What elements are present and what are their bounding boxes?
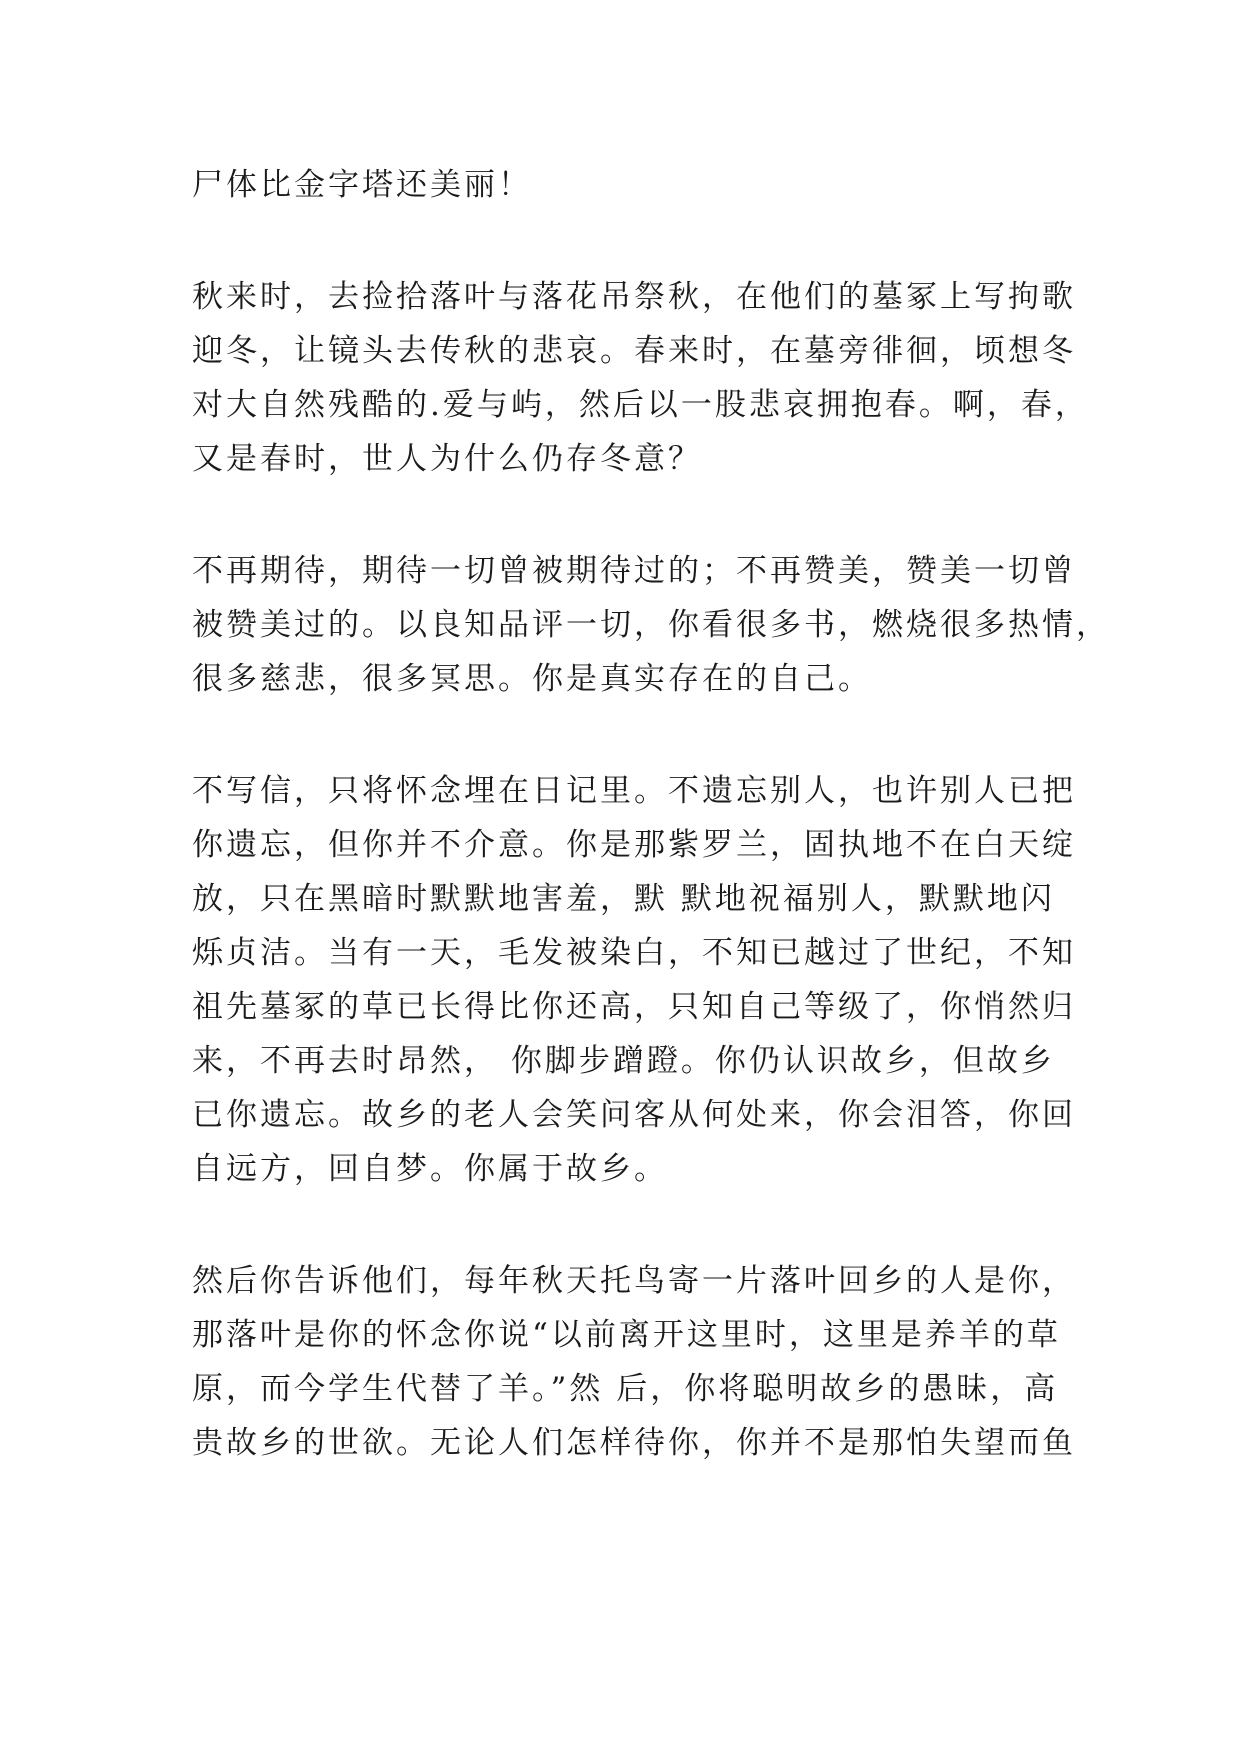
paragraph-4 xyxy=(192,764,1076,1196)
paragraph-2 xyxy=(192,270,1089,486)
text-line: 然后你告诉他们，每年秋天托鸟寄一片落叶回乡的人是你， xyxy=(192,1263,1076,1299)
text-line: 自远方，回自梦。你属于故乡。 xyxy=(192,1151,668,1187)
text-line: 尸体比金字塔还美丽！ xyxy=(192,167,532,203)
text-line: 已你遗忘。故乡的老人会笑问客从何处来，你会泪答，你回 xyxy=(192,1097,1076,1133)
paragraph-5 xyxy=(192,1254,1076,1470)
text-line: 被赞美过的。以良知品评一切，你看很多书，燃烧很多热情， xyxy=(192,607,1110,643)
text-line: 祖先墓冢的草已长得比你还高，只知自己等级了，你悄然归 xyxy=(192,989,1076,1025)
text-line: 不写信，只将怀念埋在日记里。不遗忘别人，也许别人已把 xyxy=(192,773,1076,809)
text-line: 对大自然残酷的.爱与屿，然后以一股悲哀拥抱春。啊，春， xyxy=(192,387,1089,423)
text-line: 放，只在黑暗时默默地害羞，默 默地祝福别人，默默地闪 xyxy=(192,881,1055,917)
text-line: 那落叶是你的怀念你说“以前离开这里时，这里是养羊的草 xyxy=(192,1317,1061,1353)
document-body xyxy=(192,158,1110,1528)
text-line: 贵故乡的世欲。无论人们怎样待你，你并不是那怕失望而鱼 xyxy=(192,1425,1076,1461)
text-line: 迎冬，让镜头去传秋的悲哀。春来时，在墓旁徘徊，顷想冬 xyxy=(192,333,1076,369)
text-line: 来，不再去时昂然， 你脚步蹭蹬。你仍认识故乡，但故乡 xyxy=(192,1043,1055,1079)
text-line: 秋来时，去捡拾落叶与落花吊祭秋，在他们的墓冢上写拘歌 xyxy=(192,279,1076,315)
text-line: 又是春时，世人为什么仍存冬意？ xyxy=(192,441,702,477)
text-line: 你遗忘，但你并不介意。你是那紫罗兰，固执地不在白天绽 xyxy=(192,827,1076,863)
text-line: 烁贞洁。当有一天，毛发被染白，不知已越过了世纪，不知 xyxy=(192,935,1076,971)
text-line: 很多慈悲，很多冥思。你是真实存在的自己。 xyxy=(192,661,872,697)
paragraph-1 xyxy=(192,158,1062,212)
text-line: 原，而今学生代替了羊。”然 后，你将聪明故乡的愚昧，高 xyxy=(192,1371,1059,1407)
text-line: 不再期待，期待一切曾被期待过的；不再赞美，赞美一切曾 xyxy=(192,553,1076,589)
paragraph-3 xyxy=(192,544,1110,706)
